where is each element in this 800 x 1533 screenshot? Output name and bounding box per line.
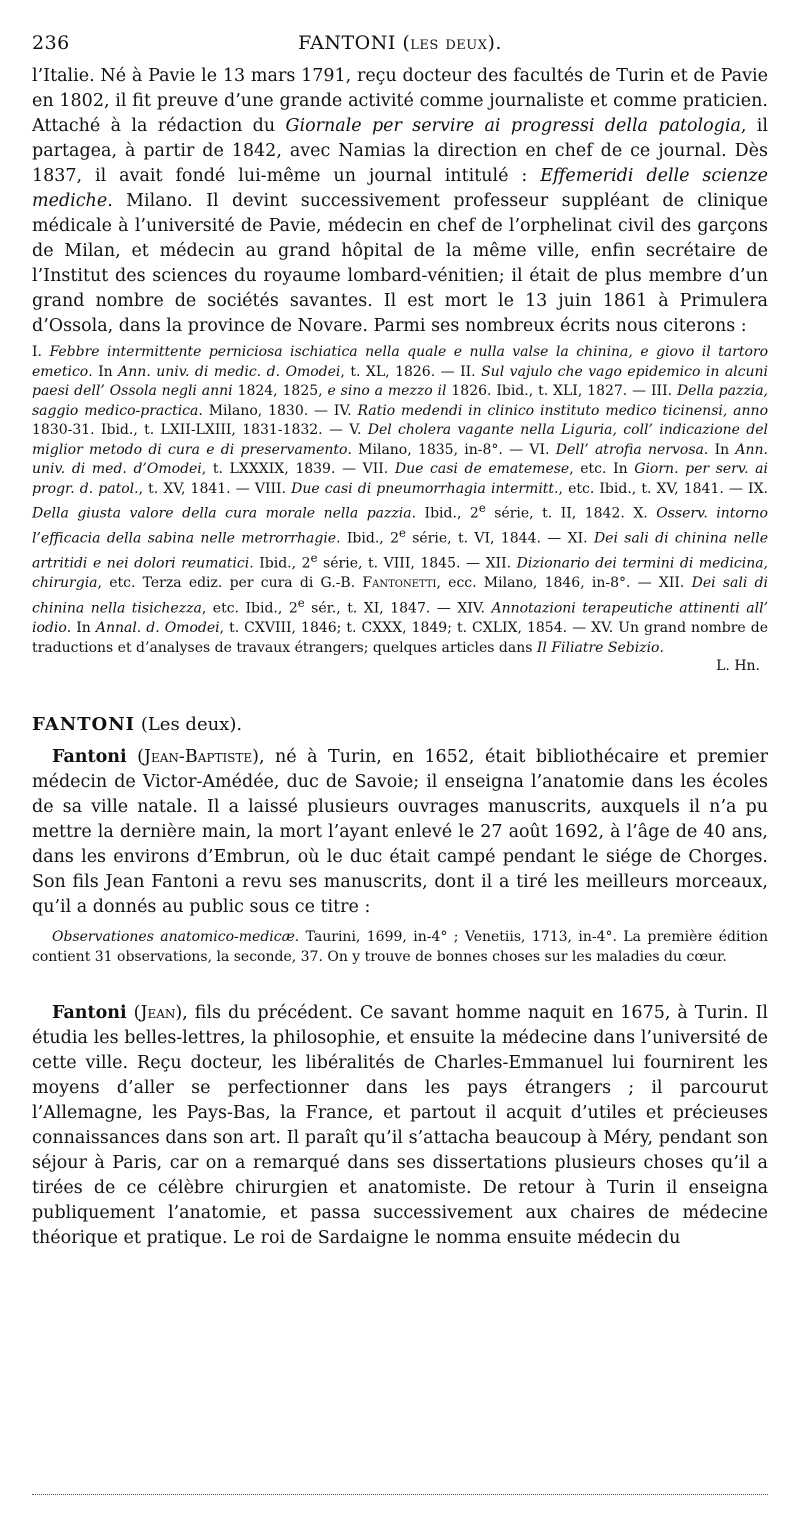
running-header — [32, 24, 768, 64]
article-lead-name: Fantoni — [52, 747, 127, 768]
running-title-main: FANTONI — [298, 32, 396, 54]
article-person-name: (Jean) — [133, 1003, 183, 1024]
section-heading — [32, 714, 768, 735]
section-heading-name: FANTONI — [32, 714, 136, 736]
works-list: Observationes anatomico-medicæ. Taurini, 1699, in-4° ; Venetiis, 1713, in-4°. La première édition contient 31 observations, la seconde, 37. On y trouve de bonnes choses sur les maladies du cœur. — [32, 929, 768, 965]
article-jean — [32, 1001, 768, 1251]
article-body-text: , né à Turin, en 1652, était bibliothécaire et premier médecin de Victor-Amédée, duc de Savoie; il enseigna l’anatomie dans les écoles de sa ville natale. Il a laissé plusieurs ouvrages manuscrits, auxquels il n’a pu mettre la dernière main, la mort l’ayant enlevé le 27 août 1692, à l’âge de 40 ans, dans les environs d’Embrun, où le duc était campé pendant le siége de Chorges. Son fils Jean Fantoni a revu ses manuscrits, dont il a tiré les meilleurs morceaux, qu’il a donnés au public sous ce titre : — [32, 747, 768, 918]
page-number: 236 — [32, 32, 70, 54]
section-heading-sub: (Les deux). — [140, 714, 243, 736]
footer-dotted-rule — [32, 1494, 768, 1495]
author-signature: L. Hn. — [716, 658, 760, 675]
running-title — [32, 32, 768, 54]
article-body-text: , fils du précédent. Ce savant homme naquit en 1675, à Turin. Il étudia les belles-lettres, la philosophie, et ensuite la médecine dans l’université de cette ville. Reçu docteur, les libéralités de Charles-Emmanuel lui fournirent les moyens d’aller se perfectionner dans les pays étrangers ; il parcourut l’Allemagne, les Pays-Bas, la France, et partout il acquit d’utiles et précieuses connaissances dans son art. Il paraît qu’il s’attacha beaucoup à Méry, pendant son séjour à Paris, car on a remarqué dans ses dissertations plusieurs choses qu’il a tirées de ce célèbre chirurgien et anatomiste. De retour à Turin il enseigna publiquement l’anatomie, et passa successivement aux chaires de médecine théorique et pratique. Le roi de Sardaigne le nomma ensuite médecin du — [32, 1003, 768, 1249]
page — [32, 0, 768, 1251]
article-lead-name: Fantoni — [52, 1003, 127, 1024]
article-person-name: (Jean-Baptiste) — [137, 747, 259, 768]
running-title-sub: (les deux). — [402, 32, 502, 54]
article-jean-baptiste — [32, 745, 768, 920]
bibliography-list: I. Febbre intermittente perniciosa ischiatica nella quale e nulla valse la chinina, e giovo il tartoro emetico. In Ann. univ. di medic. d. Omodei, t. XL, 1826. — II. Sul vajulo che vago epidemico in alcuni paesi dell’ Ossola negli anni 1824, 1825, e sino a mezzo il 1826. Ibid., t. XLI, 1827. — III. Della pazzia, saggio medico-practica. Milano, 1830. — IV. Ratio medendi in clinico instituto medico ticinensi, anno 1830-31. Ibid., t. LXII-LXIII, 1831-1832. — V. Del cholera vagante nella Liguria, coll’ indicazione del miglior metodo di cura e di preservamento. Milano, 1835, in-8°. — VI. Dell’ atrofia nervosa. In Ann. univ. di med. d’Omodei, t. LXXXIX, 1839. — VII. Due casi de ematemese, etc. In Giorn. per serv. ai progr. d. patol., t. XV, 1841. — VIII. Due casi di pneumorrhagia intermitt., etc. Ibid., t. XV, 1841. — IX. Della giusta valore della cura morale nella pazzia. Ibid., 2e série, t. II, 1842. X. Osserv. intorno l’efficacia della sabina nelle metrorrhagie. Ibid., 2e série, t. VI, 1844. — XI. Dei sali di chinina nelle artritidi e nei dolori reumatici. Ibid., 2e série, t. VIII, 1845. — XII. Dizionario dei termini di medicina, chirurgia, etc. Terza ediz. per cura di G.-B. Fantonetti, ecc. Milano, 1846, in-8°. — XII. Dei sali di chinina nella tisichezza, etc. Ibid., 2e sér., t. XI, 1847. — XIV. Annotazioni terapeutiche attinenti all’ iodio. In Annal. d. Omodei, t. CXVIII, 1846; t. CXXX, 1849; t. CXLIX, 1854. — XV. Un grand nombre de traductions et d’analyses de travaux étrangers; quelques articles dans Il Filiatre Sebizio. — [32, 344, 769, 656]
continued-article-text: l’Italie. Né à Pavie le 13 mars 1791, reçu docteur des facultés de Turin et de Pavie en 1802, il fit preuve d’une grande activité comme journaliste et comme praticien. Attaché à la rédaction du Giornale per servire ai progressi della patologia, il partagea, à partir de 1842, avec Namias la direction en chef de ce journal. Dès 1837, il avait fondé lui-même un journal intitulé : Effemeridi delle scienze mediche. Milano. Il devint successivement professeur suppléant de clinique médicale à l’université de Pavie, médecin en chef de l’orphelinat civil des garçons de Milan, et médecin au grand hôpital de la même ville, enfin secrétaire de l’Institut des sciences du royaume lombard-vénitien; il était de plus membre d’un grand nombre de sociétés savantes. Il est mort le 13 juin 1861 à Primulera d’Ossola, dans la province de Novare. Parmi ses nombreux écrits nous citerons : — [32, 66, 769, 336]
